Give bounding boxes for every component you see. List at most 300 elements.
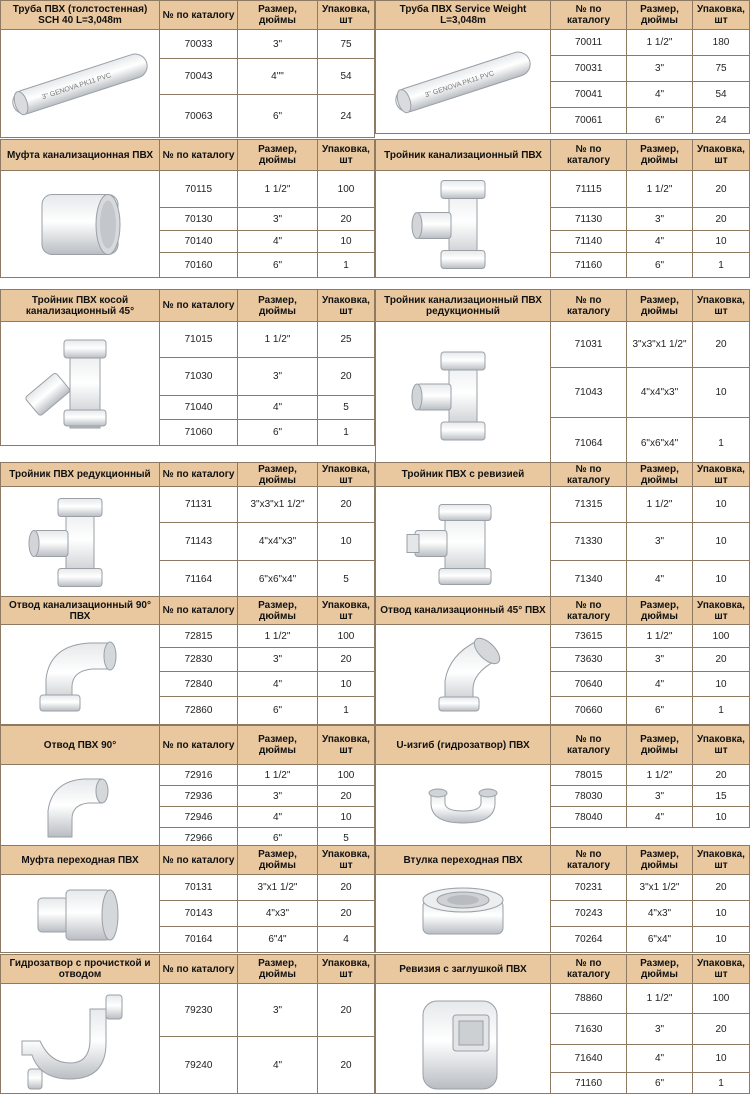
block-header (375, 954, 750, 984)
elbow-90-image (0, 625, 160, 725)
pack-cell: 10 (693, 523, 750, 561)
size-cell: 3" (627, 208, 693, 231)
block-header (0, 954, 375, 984)
catalog-number-cell: 78015 (551, 765, 627, 786)
pack-cell: 4 (318, 927, 375, 953)
table-row (551, 208, 750, 231)
size-cell: 3" (238, 648, 318, 672)
table-row (160, 396, 375, 420)
catalog-number-cell: 71043 (551, 368, 627, 418)
table-row (160, 208, 375, 231)
table-row (551, 697, 750, 725)
product-block (0, 596, 375, 725)
size-cell: 4" (627, 1045, 693, 1073)
product-title: Тройник ПВХ с ревизией (375, 462, 551, 487)
product-block (375, 0, 750, 134)
size-cell: 3" (627, 1014, 693, 1045)
table-row (551, 487, 750, 523)
size-cell: 4" (627, 82, 693, 108)
size-cell: 6" (627, 697, 693, 725)
pack-cell: 1 (318, 697, 375, 725)
catalog-number-cell: 70061 (551, 108, 627, 134)
size-cell: 4"x3" (238, 901, 318, 927)
product-block (375, 462, 750, 598)
table-row (551, 625, 750, 648)
size-cell: 6" (238, 253, 318, 278)
catalog-number-cell: 70160 (160, 253, 238, 278)
catalog-number-cell: 71315 (551, 487, 627, 523)
size-cell: 4"" (238, 59, 318, 95)
pack-cell: 5 (318, 396, 375, 420)
table-row (160, 358, 375, 396)
catalog-number-cell: 70031 (551, 56, 627, 82)
catalog-number-cell: 71164 (160, 561, 238, 598)
pack-cell: 10 (693, 672, 750, 697)
catalog-number-cell: 70660 (551, 697, 627, 725)
table-row (160, 487, 375, 523)
product-title: Труба ПВХ (толстостенная) SCH 40 L=3,048m (0, 0, 160, 30)
pack-cell: 10 (318, 231, 375, 253)
catalog-header: № по каталогу (551, 289, 627, 322)
pack-header: Упаковка, шт (693, 139, 750, 171)
pack-cell: 20 (693, 322, 750, 368)
table-row (551, 368, 750, 418)
coupling-image (0, 171, 160, 278)
table-row (160, 171, 375, 208)
table-row (160, 697, 375, 725)
catalog-number-cell: 70143 (160, 901, 238, 927)
pack-cell: 100 (693, 984, 750, 1014)
table-row (160, 420, 375, 446)
pack-cell: 20 (318, 875, 375, 901)
size-cell: 3"x1 1/2" (238, 875, 318, 901)
catalog-header: № по каталогу (160, 954, 238, 984)
size-header: Размер, дюймы (627, 289, 693, 322)
catalog-number-cell: 71030 (160, 358, 238, 396)
table-row (160, 625, 375, 648)
catalog-number-cell: 71143 (160, 523, 238, 561)
pack-cell: 10 (318, 807, 375, 828)
table-row (160, 1037, 375, 1094)
size-header: Размер, дюймы (238, 725, 318, 765)
block-header (375, 845, 750, 875)
catalog-header: № по каталогу (160, 845, 238, 875)
pack-cell: 20 (693, 171, 750, 208)
catalog-number-cell: 70131 (160, 875, 238, 901)
pack-cell: 20 (693, 1014, 750, 1045)
pipe-image (375, 30, 551, 134)
catalog-header: № по каталогу (551, 596, 627, 625)
spec-rows (160, 30, 375, 138)
pack-cell: 20 (318, 984, 375, 1037)
size-header: Размер, дюймы (627, 725, 693, 765)
product-block (375, 596, 750, 725)
tee-image (375, 171, 551, 278)
table-row (160, 59, 375, 95)
catalog-header: № по каталогу (551, 725, 627, 765)
size-cell: 1 1/2" (627, 171, 693, 208)
pack-header: Упаковка, шт (318, 462, 375, 487)
product-block (375, 954, 750, 1094)
size-cell: 1 1/2" (238, 625, 318, 648)
pack-cell: 1 (693, 253, 750, 278)
catalog-number-cell: 70011 (551, 30, 627, 56)
cleanout-plug-image (375, 984, 551, 1094)
catalog-number-cell: 71160 (551, 253, 627, 278)
size-cell: 4" (627, 672, 693, 697)
size-cell: 6"x4" (627, 927, 693, 953)
table-row (551, 786, 750, 807)
catalog-number-cell: 70063 (160, 95, 238, 138)
product-title: Муфта канализационная ПВХ (0, 139, 160, 171)
product-title: Ревизия с заглушкой ПВХ (375, 954, 551, 984)
table-row (160, 231, 375, 253)
pack-cell: 180 (693, 30, 750, 56)
catalog-number-cell: 71130 (551, 208, 627, 231)
table-row (551, 984, 750, 1014)
reducer-coupling-image (0, 875, 160, 953)
size-cell: 6"x6"x4" (627, 418, 693, 470)
spec-rows (551, 625, 750, 725)
size-header: Размер, дюймы (627, 954, 693, 984)
size-cell: 4"x4"x3" (238, 523, 318, 561)
size-cell: 4"x4"x3" (627, 368, 693, 418)
pack-header: Упаковка, шт (693, 845, 750, 875)
table-row (160, 875, 375, 901)
catalog-number-cell: 70640 (551, 672, 627, 697)
product-block (0, 462, 375, 598)
spec-rows (551, 765, 750, 849)
size-cell: 4" (627, 561, 693, 598)
pack-cell: 10 (693, 368, 750, 418)
pack-cell: 24 (693, 108, 750, 134)
pack-cell: 20 (318, 1037, 375, 1094)
size-header: Размер, дюймы (627, 596, 693, 625)
pack-cell: 10 (693, 901, 750, 927)
block-header (0, 596, 375, 625)
catalog-number-cell: 73615 (551, 625, 627, 648)
spec-rows (160, 625, 375, 725)
table-row (551, 322, 750, 368)
size-header: Размер, дюймы (238, 289, 318, 322)
pack-cell: 10 (693, 927, 750, 953)
size-header: Размер, дюймы (238, 954, 318, 984)
size-cell: 4" (238, 807, 318, 828)
catalog-number-cell: 70043 (160, 59, 238, 95)
catalog-header: № по каталогу (551, 954, 627, 984)
pack-header: Упаковка, шт (318, 725, 375, 765)
size-cell: 1 1/2" (238, 765, 318, 786)
pack-cell: 54 (318, 59, 375, 95)
spec-rows (160, 765, 375, 849)
product-title: Гидрозатвор с прочисткой и отводом (0, 954, 160, 984)
pack-cell: 10 (693, 561, 750, 598)
size-cell: 6"x6"x4" (238, 561, 318, 598)
spec-rows (551, 322, 750, 470)
pack-cell: 20 (693, 875, 750, 901)
size-cell: 1 1/2" (627, 765, 693, 786)
catalog-number-cell: 79230 (160, 984, 238, 1037)
table-row (551, 523, 750, 561)
size-cell: 6" (627, 1073, 693, 1094)
elbow-45-image (375, 625, 551, 725)
catalog-number-cell: 78860 (551, 984, 627, 1014)
product-title: Отвод канализационный 45° ПВХ (375, 596, 551, 625)
pack-header: Упаковка, шт (693, 462, 750, 487)
pack-header: Упаковка, шт (693, 596, 750, 625)
table-row (160, 672, 375, 697)
size-header: Размер, дюймы (627, 0, 693, 30)
catalog-number-cell: 70140 (160, 231, 238, 253)
catalog-number-cell: 71015 (160, 322, 238, 358)
size-cell: 4" (238, 231, 318, 253)
table-row (160, 561, 375, 598)
table-row (551, 901, 750, 927)
catalog-header: № по каталогу (551, 0, 627, 30)
size-cell: 3" (627, 56, 693, 82)
size-cell: 6" (238, 697, 318, 725)
pack-header: Упаковка, шт (693, 954, 750, 984)
size-cell: 1 1/2" (238, 171, 318, 208)
catalog-number-cell: 70231 (551, 875, 627, 901)
table-row (551, 1073, 750, 1094)
pack-cell: 1 (318, 253, 375, 278)
pack-cell: 10 (318, 523, 375, 561)
catalog-number-cell: 70033 (160, 30, 238, 59)
size-cell: 4"x3" (627, 901, 693, 927)
pack-cell: 20 (693, 765, 750, 786)
size-cell: 1 1/2" (627, 984, 693, 1014)
pack-cell: 20 (318, 208, 375, 231)
table-row (551, 807, 750, 828)
size-cell: 1 1/2" (627, 487, 693, 523)
table-row (160, 253, 375, 278)
table-row (160, 30, 375, 59)
size-header: Размер, дюймы (627, 139, 693, 171)
spec-rows (551, 875, 750, 953)
pack-header: Упаковка, шт (318, 0, 375, 30)
catalog-header: № по каталогу (551, 845, 627, 875)
product-title: Труба ПВХ Service Weight L=3,048m (375, 0, 551, 30)
spec-rows (160, 322, 375, 446)
pack-header: Упаковка, шт (318, 845, 375, 875)
product-title: Тройник канализационный ПВХ редукционный (375, 289, 551, 322)
catalog-number-cell: 70041 (551, 82, 627, 108)
size-cell: 6" (238, 420, 318, 446)
block-header (375, 0, 750, 30)
size-cell: 3"x1 1/2" (627, 875, 693, 901)
spec-rows (160, 984, 375, 1094)
size-header: Размер, дюймы (238, 596, 318, 625)
size-cell: 4" (627, 807, 693, 828)
spec-rows (551, 984, 750, 1094)
table-row (160, 322, 375, 358)
product-block (375, 289, 750, 470)
product-title: U-изгиб (гидрозатвор) ПВХ (375, 725, 551, 765)
size-cell: 4" (238, 672, 318, 697)
size-cell: 6" (627, 108, 693, 134)
pipe-image (0, 30, 160, 138)
wye-image (0, 322, 160, 446)
size-cell: 3" (238, 30, 318, 59)
size-header: Размер, дюймы (627, 845, 693, 875)
product-title: Втулка переходная ПВХ (375, 845, 551, 875)
product-title: Тройник канализационный ПВХ (375, 139, 551, 171)
u-bend-image (375, 765, 551, 849)
table-row (551, 1014, 750, 1045)
catalog-number-cell: 78040 (551, 807, 627, 828)
pack-header: Упаковка, шт (318, 289, 375, 322)
table-row (551, 672, 750, 697)
size-cell: 3"x3"x1 1/2" (238, 487, 318, 523)
table-row (551, 1045, 750, 1073)
table-row (160, 765, 375, 786)
pack-cell: 75 (318, 30, 375, 59)
table-row (160, 523, 375, 561)
catalog-header: № по каталогу (160, 289, 238, 322)
size-header: Размер, дюймы (238, 0, 318, 30)
block-header (375, 596, 750, 625)
pack-cell: 20 (318, 358, 375, 396)
product-block (375, 845, 750, 953)
pack-cell: 10 (693, 231, 750, 253)
svg-text:3" GENOVA PK11 PVC: 3" GENOVA PK11 PVC (41, 71, 113, 101)
catalog-header: № по каталогу (160, 462, 238, 487)
size-cell: 3" (627, 786, 693, 807)
size-header: Размер, дюймы (238, 139, 318, 171)
catalog-number-cell: 70130 (160, 208, 238, 231)
catalog-number-cell: 71140 (551, 231, 627, 253)
size-cell: 6"4" (238, 927, 318, 953)
table-row (551, 648, 750, 672)
pack-cell: 100 (318, 765, 375, 786)
reducing-tee-image (0, 487, 160, 598)
catalog-number-cell: 71630 (551, 1014, 627, 1045)
table-row (551, 108, 750, 134)
product-title: Тройник ПВХ косой канализационный 45° (0, 289, 160, 322)
table-row (160, 927, 375, 953)
product-block (0, 954, 375, 1094)
catalog-header: № по каталогу (551, 139, 627, 171)
table-row (160, 807, 375, 828)
pack-cell: 1 (318, 420, 375, 446)
pack-cell: 5 (318, 828, 375, 849)
table-row (160, 984, 375, 1037)
catalog-number-cell: 71131 (160, 487, 238, 523)
catalog-number-cell: 78030 (551, 786, 627, 807)
pack-cell: 54 (693, 82, 750, 108)
pack-cell: 100 (318, 171, 375, 208)
spec-rows (551, 30, 750, 134)
product-block (0, 725, 375, 849)
catalog-header: № по каталогу (160, 596, 238, 625)
pack-cell: 100 (693, 625, 750, 648)
table-row (551, 231, 750, 253)
table-row (551, 30, 750, 56)
spec-rows (160, 487, 375, 598)
size-cell: 1 1/2" (627, 30, 693, 56)
pack-header: Упаковка, шт (693, 0, 750, 30)
catalog-number-cell: 71160 (551, 1073, 627, 1094)
block-header (375, 462, 750, 487)
table-row (551, 561, 750, 598)
size-cell: 6" (238, 828, 318, 849)
catalog-number-cell: 72946 (160, 807, 238, 828)
cleanout-tee-image (375, 487, 551, 598)
pack-cell: 15 (693, 786, 750, 807)
catalog-number-cell: 73630 (551, 648, 627, 672)
block-header (375, 725, 750, 765)
p-trap-image (0, 984, 160, 1094)
catalog-number-cell: 72860 (160, 697, 238, 725)
catalog-number-cell: 79240 (160, 1037, 238, 1094)
pack-cell: 1 (693, 1073, 750, 1094)
size-cell: 6" (238, 95, 318, 138)
block-header (0, 0, 375, 30)
table-row (551, 171, 750, 208)
catalog-number-cell: 71064 (551, 418, 627, 470)
table-row (551, 82, 750, 108)
table-row (551, 253, 750, 278)
size-cell: 6" (627, 253, 693, 278)
catalog-header: № по каталогу (160, 0, 238, 30)
product-title: Муфта переходная ПВХ (0, 845, 160, 875)
right-column (375, 0, 750, 1094)
block-header (0, 845, 375, 875)
table-row (551, 56, 750, 82)
catalog-number-cell: 72916 (160, 765, 238, 786)
size-header: Размер, дюймы (627, 462, 693, 487)
catalog-number-cell: 71060 (160, 420, 238, 446)
size-cell: 4" (238, 396, 318, 420)
block-header (0, 462, 375, 487)
block-header (375, 289, 750, 322)
svg-text:3" GENOVA PK11 PVC: 3" GENOVA PK11 PVC (424, 69, 496, 99)
pack-cell: 10 (693, 807, 750, 828)
pack-cell: 20 (318, 786, 375, 807)
catalog-number-cell: 72830 (160, 648, 238, 672)
catalog-number-cell: 71340 (551, 561, 627, 598)
pack-cell: 10 (318, 672, 375, 697)
product-block (375, 725, 750, 849)
table-row (551, 765, 750, 786)
catalog-number-cell: 72936 (160, 786, 238, 807)
table-row (160, 786, 375, 807)
size-cell: 1 1/2" (238, 322, 318, 358)
block-header (375, 139, 750, 171)
size-cell: 3" (238, 984, 318, 1037)
spec-rows (551, 171, 750, 278)
pack-cell: 10 (693, 1045, 750, 1073)
pack-cell: 20 (693, 208, 750, 231)
product-block (0, 139, 375, 278)
block-header (0, 289, 375, 322)
size-cell: 3"x3"x1 1/2" (627, 322, 693, 368)
pack-cell: 25 (318, 322, 375, 358)
product-block (0, 289, 375, 446)
table-row (551, 875, 750, 901)
size-cell: 3" (238, 208, 318, 231)
size-cell: 4" (627, 231, 693, 253)
spec-rows (160, 171, 375, 278)
catalog-header: № по каталогу (160, 139, 238, 171)
reducing-tee-image (375, 322, 551, 470)
catalog-number-cell: 70164 (160, 927, 238, 953)
elbow-90-image (0, 765, 160, 849)
pack-header: Упаковка, шт (318, 954, 375, 984)
pack-cell: 1 (693, 697, 750, 725)
pack-header: Упаковка, шт (318, 596, 375, 625)
